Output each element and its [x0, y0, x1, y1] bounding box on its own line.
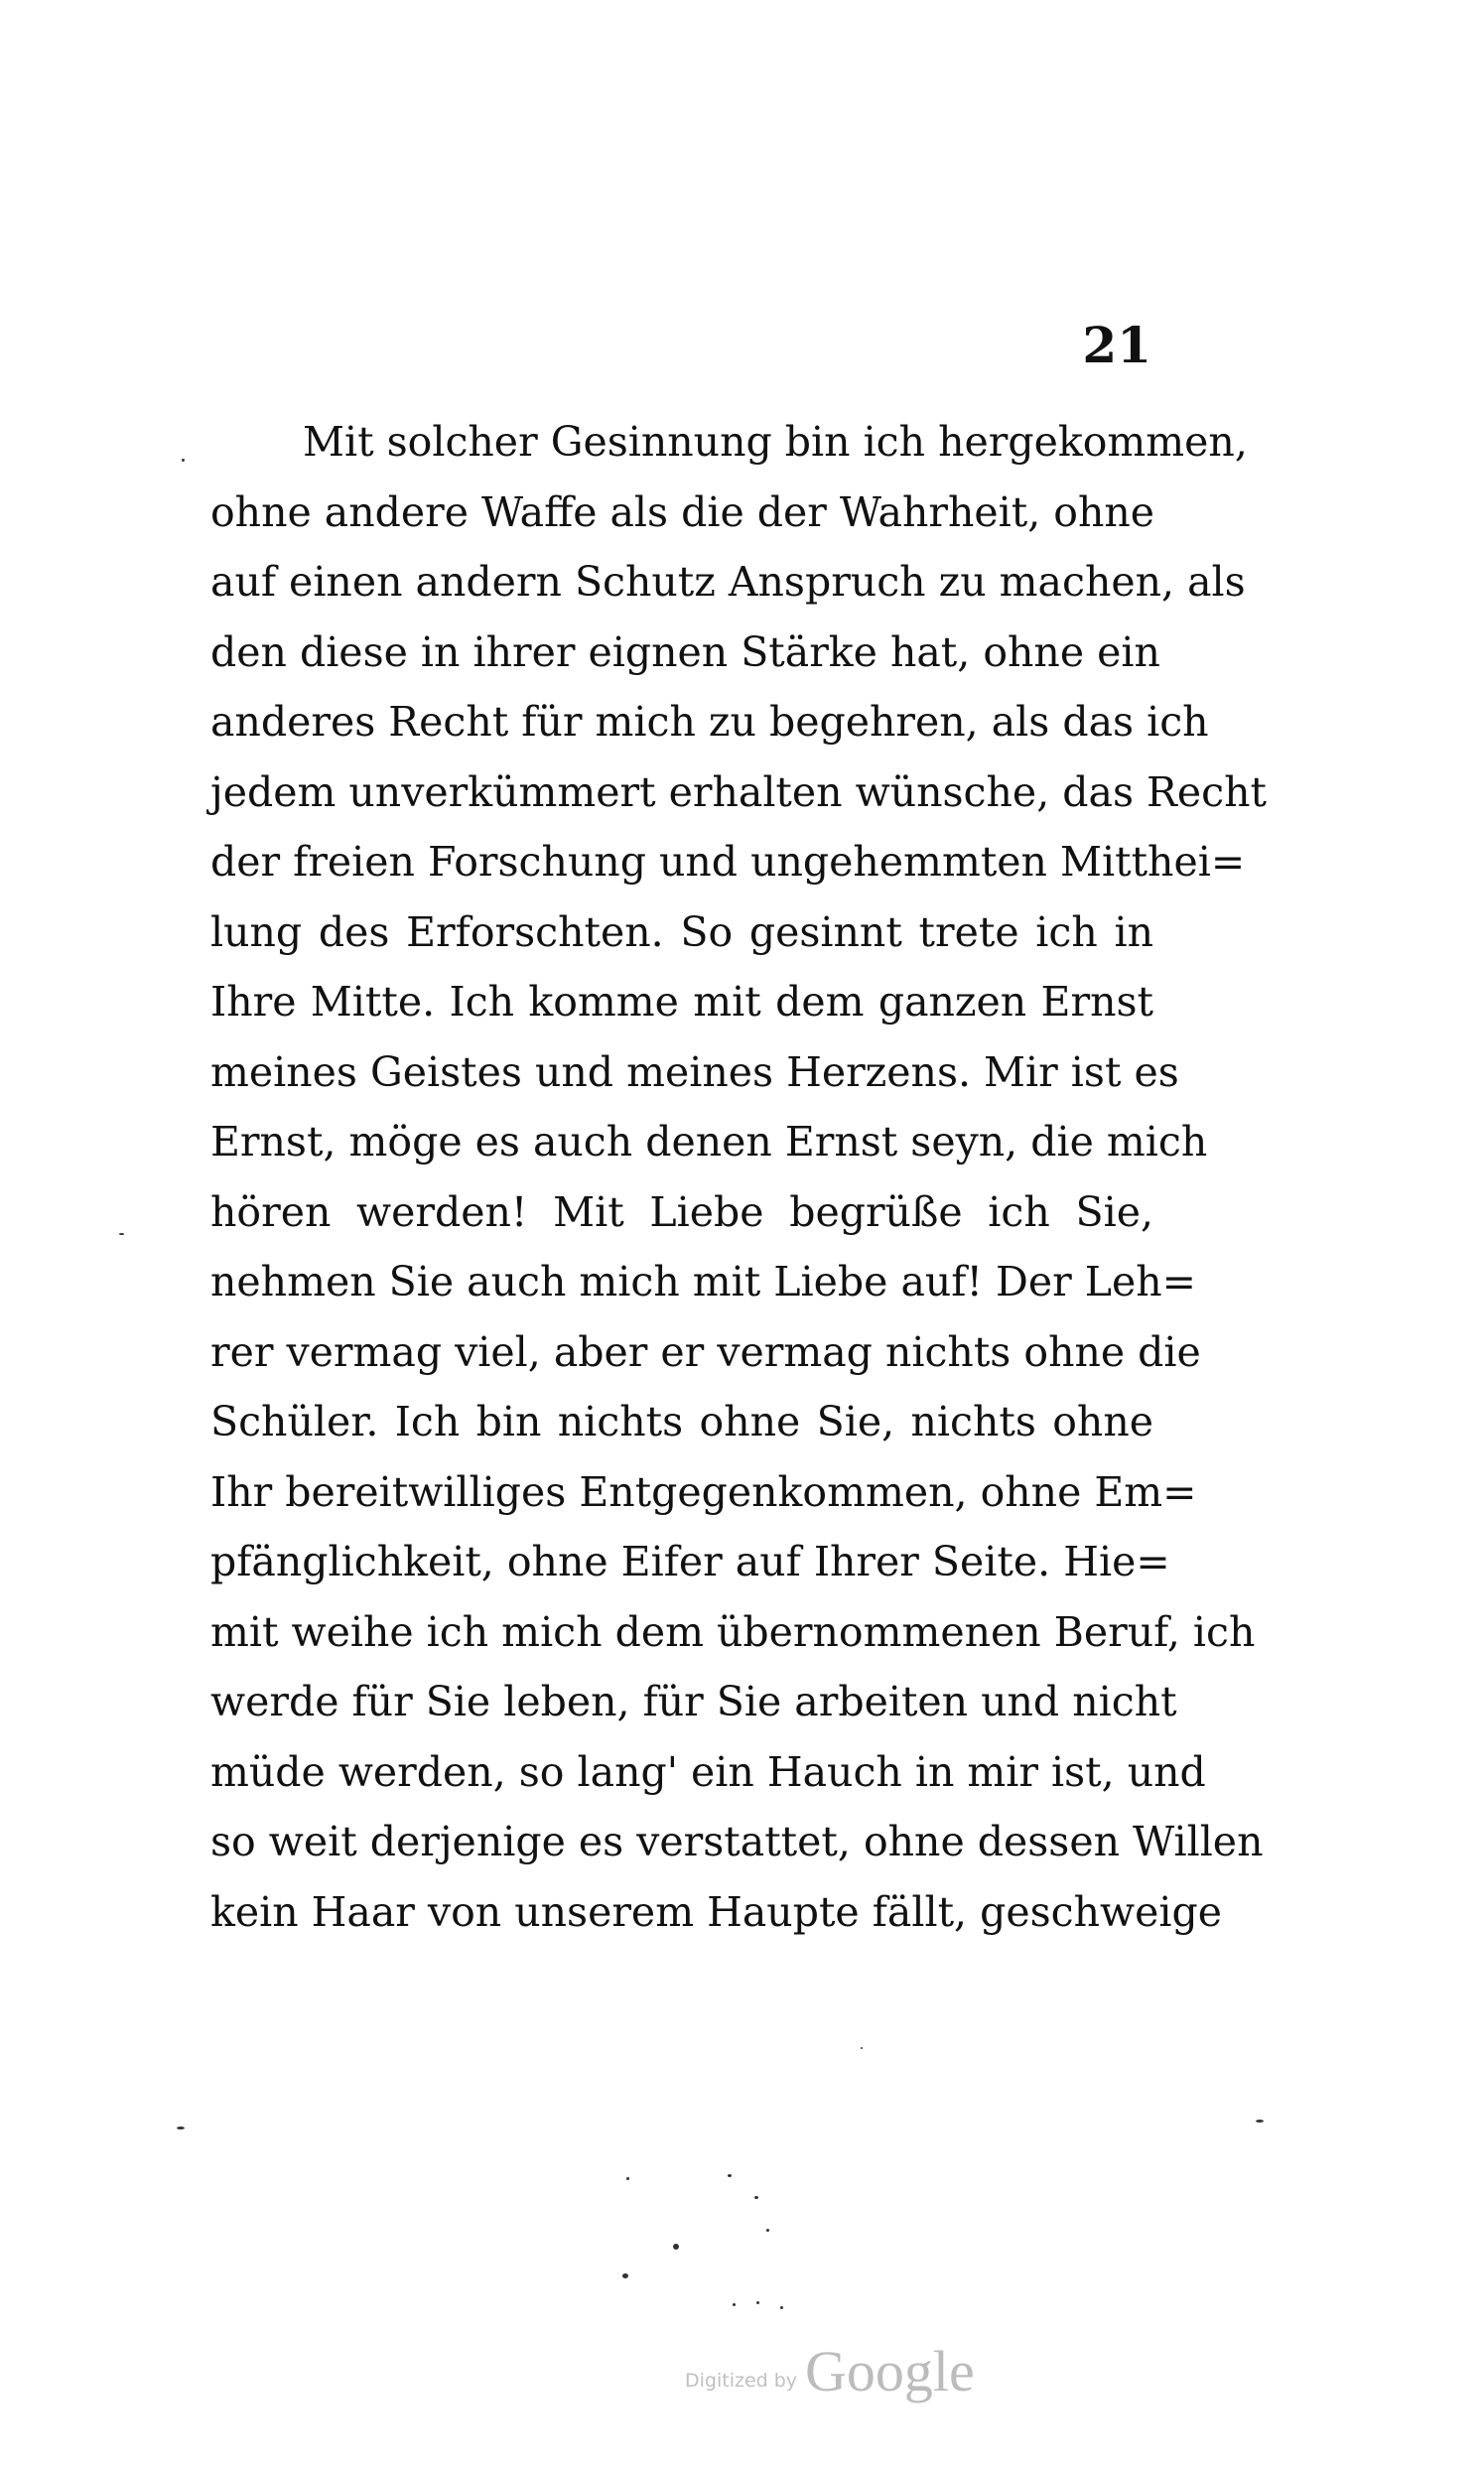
text-line: Schüler. Ich bin nichts ohne Sie, nichts ohne — [210, 1398, 1153, 1445]
text-line: nehmen Sie auch mich mit Liebe auf! Der Leh= — [210, 1258, 1196, 1305]
text-line: hören werden! Mit Liebe begrüße ich Sie, — [210, 1187, 1153, 1236]
scan-speck — [780, 2306, 783, 2309]
scan-speck — [1256, 2120, 1264, 2123]
scan-speck — [728, 2174, 732, 2177]
text-line: mit weihe ich mich dem übernommenen Beruf, ich — [210, 1607, 1256, 1656]
scan-speck — [733, 2303, 736, 2306]
text-line: den diese in ihrer eignen Stärke hat, ohne ein — [210, 627, 1160, 676]
text-line: jedem unverkümmert erhalten wünsche, das Recht — [210, 767, 1267, 816]
text-line: lung des Erforschten. So gesinnt trete ich in — [210, 907, 1153, 956]
scan-speck — [673, 2244, 679, 2250]
text-line: anderes Recht für mich zu begehren, als das ich — [210, 698, 1209, 746]
page-number: 21 — [1082, 316, 1151, 374]
scan-speck — [766, 2229, 769, 2232]
scan-speck — [756, 2301, 759, 2304]
scan-speck — [119, 1233, 124, 1235]
text-line: müde werden, so lang' ein Hauch in mir ist, und — [210, 1747, 1206, 1796]
text-line: der freien Forschung und ungehemmten Mitthei= — [210, 838, 1246, 886]
google-logo: Google — [805, 2339, 975, 2403]
digitized-by-google-watermark — [685, 2333, 1003, 2403]
scan-speck — [754, 2196, 758, 2199]
text-line: auf einen andern Schutz Anspruch zu machen, als — [210, 558, 1246, 606]
text-line: Ernst, möge es auch denen Ernst seyn, die mich — [210, 1118, 1208, 1166]
text-line: ohne andere Waffe als die der Wahrheit, ohne — [210, 487, 1155, 536]
text-line: Mit solcher Gesinnung bin ich hergekommen, — [303, 418, 1248, 466]
text-line: kein Haar von unserem Haupte fällt, geschweige — [210, 1887, 1223, 1936]
watermark-prefix: Digitized by — [685, 2370, 798, 2392]
scan-speck — [861, 2047, 863, 2049]
scan-speck — [177, 2127, 185, 2129]
scan-speck — [182, 459, 185, 462]
text-line: Ihr bereitwilliges Entgegenkommen, ohne Em= — [210, 1467, 1197, 1516]
text-line: meines Geistes und meines Herzens. Mir ist es — [210, 1047, 1179, 1096]
text-line: pfänglichkeit, ohne Eifer auf Ihrer Seite. Hie= — [210, 1538, 1170, 1585]
text-line: so weit derjenige es verstattet, ohne dessen Willen — [210, 1818, 1264, 1865]
text-line: rer vermag viel, aber er vermag nichts ohne die — [210, 1327, 1201, 1376]
text-line: Ihre Mitte. Ich komme mit dem ganzen Ernst — [210, 978, 1153, 1026]
text-line: werde für Sie leben, für Sie arbeiten und nicht — [210, 1678, 1177, 1725]
body-text — [210, 407, 1267, 1947]
scan-speck — [626, 2177, 629, 2180]
scan-speck — [622, 2273, 628, 2278]
